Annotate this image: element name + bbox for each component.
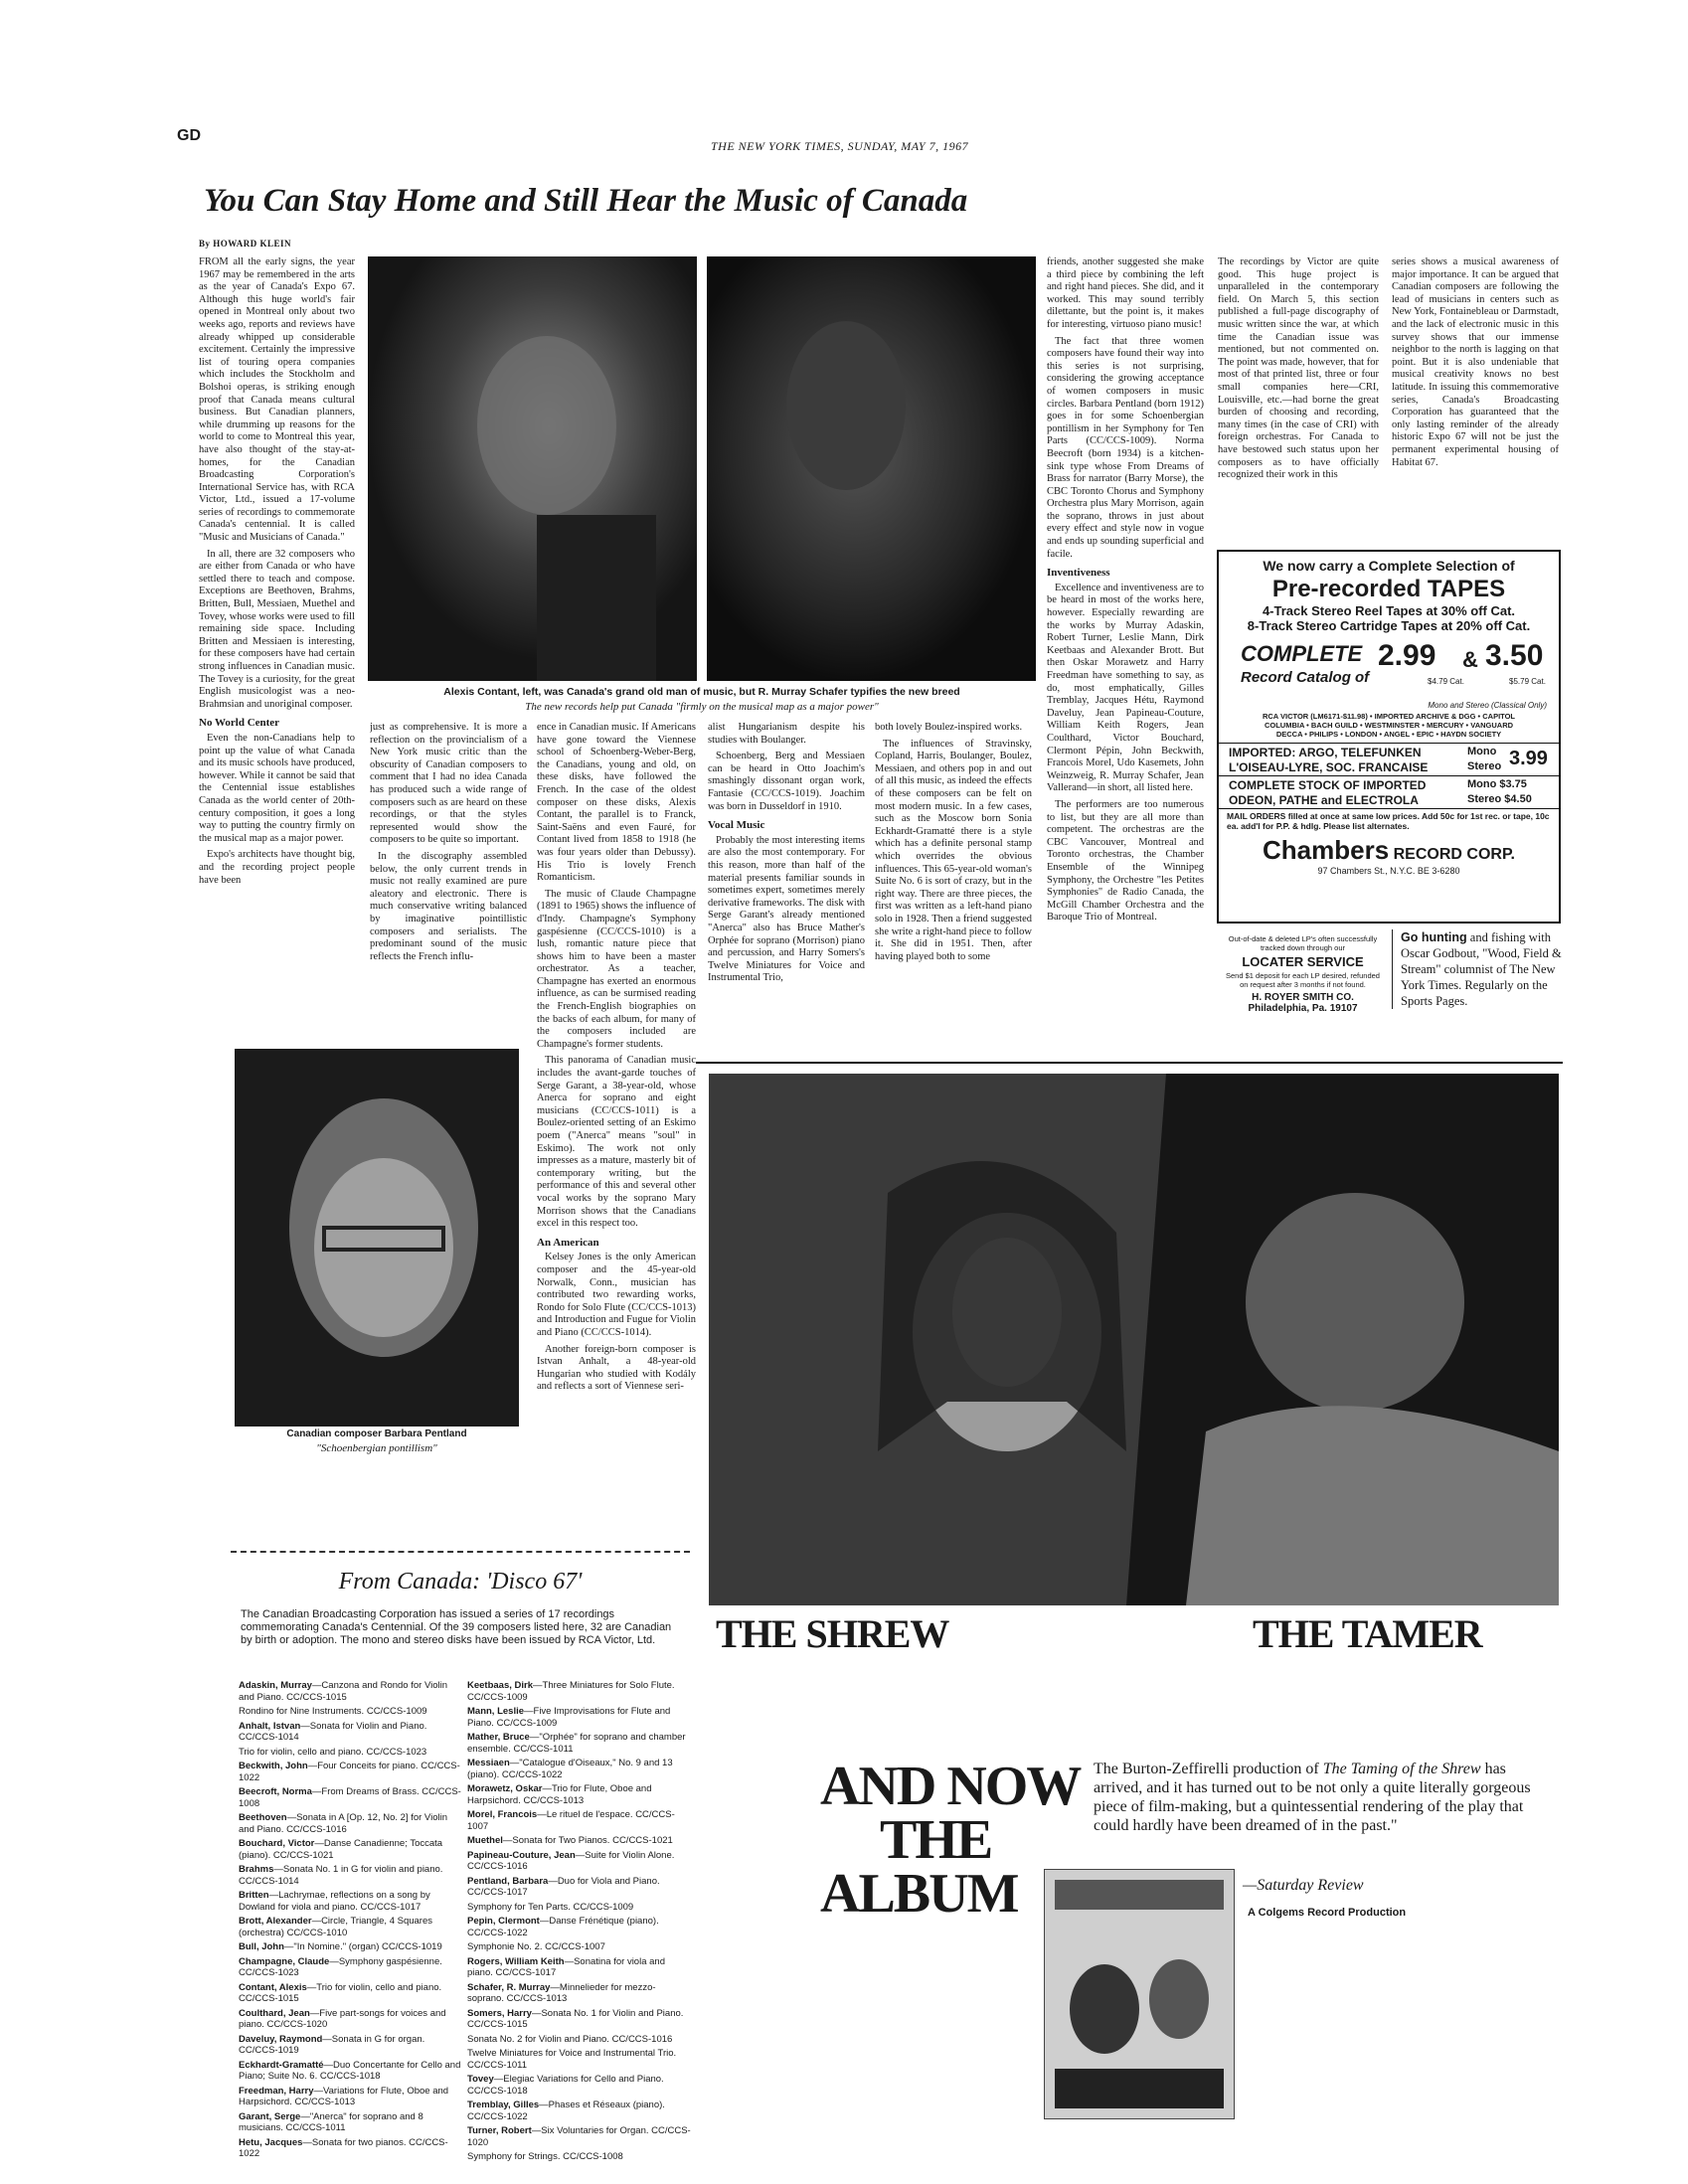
album-word: ALBUM	[820, 1863, 1018, 1925]
disco-entry: Beckwith, John—Four Conceits for piano. CC/CCS-1022	[239, 1761, 460, 1783]
disco-entry: Mann, Leslie—Five Improvisations for Flute and Piano. CC/CCS-1009	[467, 1706, 671, 1729]
work-title: Duo Concertante for Cello and Piano; Suite No. 6. CC/CCS-1018	[239, 2059, 461, 2082]
composer-name: Tovey	[467, 2074, 494, 2085]
price-2: 3.50	[1485, 639, 1544, 672]
portrait-right-image	[707, 256, 1036, 681]
portrait-pentland-image	[235, 1049, 519, 1427]
disco-entry: Papineau-Couture, Jean—Suite for Violin Alone. CC/CCS-1016	[467, 1849, 675, 1872]
section-mark: GD	[177, 127, 201, 144]
composer-name: Beecroft, Norma	[239, 1786, 312, 1797]
disco-entry: Pentland, Barbara—Duo for Viola and Piano. CC/CCS-1017	[467, 1875, 660, 1898]
paragraph: Kelsey Jones is the only American composer and the 45-year-old Norwalk, Conn., musician has contributed two rewarding works, Rondo for Solo Flute (CC/CCS-1013) and Introduction and Fugue for Violin and Piano (CC/CCS-1014).	[537, 1252, 696, 1338]
photo-barbara-pentland	[235, 1049, 519, 1427]
disco-entry: Beecroft, Norma—From Dreams of Brass. CC/CCS-1008	[239, 1786, 461, 1809]
disco-entry: Bouchard, Victor—Danse Canadienne; Toccata (piano). CC/CCS-1021	[239, 1838, 443, 1861]
article-column-5	[875, 722, 1032, 1050]
locater-company: H. ROYER SMITH CO.	[1252, 992, 1354, 1003]
portrait-left-image	[368, 256, 697, 681]
paragraph: ence in Canadian music. If Americans have gone toward the Viennese school of Schoenberg-Weber-Berg, the Canadians, young and old, on these disks, have followed the French. In the case of the oldest composer on these disks, Alexis Contant, the parallel is to Franck, Saint-Saëns and even Fauré, for Contant lived from 1858 to 1918 (he was four years older than Debussy). His Trio is lovely French Romanticism.	[537, 722, 696, 884]
disco-list-left	[239, 1680, 462, 2177]
work-title: Five Improvisations for Flute and Piano. CC/CCS-1009	[467, 1706, 671, 1729]
work-title: "In Nomine." (organ) CC/CCS-1019	[293, 1941, 442, 1952]
disco-entry: Tovey—Elegiac Variations for Cello and Piano. CC/CCS-1018	[467, 2074, 664, 2097]
paragraph: just as comprehensive. It is more a reflection on the provincialism of a New York music critic than the obscurity of Canadian composers to comment that I had no idea Canada has produced such a wide range of composers such as are heard on these recordings, or that the styles represented would show the composers to be quite so important.	[370, 722, 527, 846]
subhead: Inventiveness	[1047, 567, 1110, 580]
work-title: Minnelieder for mezzo-soprano. CC/CCS-1013	[467, 1981, 656, 2004]
disco-entry: Somers, Harry—Sonata No. 1 for Violin and Piano. CC/CCS-1015	[467, 2007, 684, 2030]
complete-label: COMPLETE	[1241, 641, 1363, 666]
review-source: —Saturday Review	[1243, 1877, 1364, 1894]
disco-intro: The Canadian Broadcasting Corporation has issued a series of 17 recordings commemorating Canada's Centennial. Of the 39 composers listed here, 32 are Canadian by birth or adoption. The mono and stereo disks have been issued by RCA Victor, Ltd.	[241, 1608, 672, 1646]
paragraph: both lovely Boulez-inspired works.	[875, 722, 1023, 733]
locater-text: Out-of-date & deleted LP's often successfully tracked down through our	[1228, 934, 1378, 952]
work-title: Three Miniatures for Solo Flute. CC/CCS-1009	[467, 1680, 675, 1703]
paragraph: FROM all the early signs, the year 1967 may be remembered in the arts as the year of Canada's Expo 67. Although this huge world's fair opened in Montreal only about two weeks ago, reports and reviews have already whipped up considerable excitement. Certainly the impressive list of touring opera companies which includes the Stockholm and Bolshoi operas, is striking enough proof that Canada means cultural business. But Canadian planners, while drumming up reasons for the world to come to Montreal this year, have also thought of the stay-at-homes, for the Canadian Broadcasting Corporation's International Service has, with RCA Victor, Ltd., issued a 17-volume series of recordings to commemorate Canada's centennial. It is called "Music and Musicians of Canada."	[199, 256, 355, 544]
work-title: Rondino for Nine Instruments. CC/CCS-1009	[239, 1706, 427, 1717]
work-title: Danse Frénétique (piano). CC/CCS-1022	[467, 1916, 659, 1938]
work-title: Variations for Flute, Oboe and Harpsichord. CC/CCS-1013	[239, 2085, 449, 2107]
subhead: Vocal Music	[708, 819, 765, 832]
ad-line: 8-Track Stereo Cartridge Tapes at 20% off Cat.	[1247, 618, 1531, 633]
composer-name: Messiaen	[467, 1758, 510, 1768]
photo-caption-sub: The new records help put Canada "firmly on the musical map as a major power"	[525, 701, 879, 713]
composer-name: Muethel	[467, 1835, 503, 1846]
work-title: Sonata No. 1 in G for violin and piano. CC/CCS-1014	[239, 1864, 443, 1887]
labels-line: RCA VICTOR (LM6171-$11.98) • IMPORTED ARCHIVE & DGG • CAPITOL	[1262, 712, 1516, 721]
record-credit: A Colgems Record Production	[1248, 1907, 1407, 1919]
composer-name: Anhalt, Istvan	[239, 1720, 301, 1732]
disco-entry: Bull, John—"In Nomine." (organ) CC/CCS-1019	[239, 1941, 442, 1952]
composer-name: Morawetz, Oskar	[467, 1783, 543, 1794]
composer-name: Hetu, Jacques	[239, 2136, 303, 2148]
disco-entry: Freedman, Harry—Variations for Flute, Oboe and Harpsichord. CC/CCS-1013	[239, 2085, 449, 2107]
composer-name: Brott, Alexander	[239, 1916, 312, 1927]
composer-name: Beethoven	[239, 1812, 287, 1823]
store-brand: Chambers	[1263, 835, 1390, 865]
work-title: Symphony for Ten Parts. CC/CCS-1009	[467, 1901, 634, 1913]
paragraph: In the discography assembled below, the only current trends in music not really examined are pure aleatory and electronic. There is much conservative writing balanced by imaginative pointillistic composers and serialists. The predominant sound of the music reflects the French influ-	[370, 850, 527, 962]
composer-name: Tremblay, Gilles	[467, 2100, 540, 2110]
paragraph: friends, another suggested she make a third piece by combining the left and right hand pieces. She did, and it worked. This may sound terribly dilettante, but the point is, it makes for interesting, virtuoso piano music!	[1047, 256, 1204, 330]
photo-caption: Alexis Contant, left, was Canada's grand old man of music, but R. Murray Schafer typifies the new breed	[443, 686, 960, 698]
disco-entry: Beethoven—Sonata in A [Op. 12, No. 2] for Violin and Piano. CC/CCS-1016	[239, 1812, 447, 1835]
work-title: Trio for Flute, Oboe and Harpsichord. CC/CCS-1013	[467, 1783, 652, 1806]
work-title: Five part-songs for voices and piano. CC/CCS-1020	[239, 2007, 446, 2030]
photo-alexis-contant	[368, 256, 697, 681]
work-title: Lachrymae, reflections on a song by Dowland for viola and piano. CC/CCS-1017	[239, 1890, 430, 1913]
work-title: Symphony for Strings. CC/CCS-1008	[467, 2151, 623, 2162]
work-title: Circle, Triangle, 4 Squares (orchestra) CC/CCS-1010	[239, 1916, 433, 1938]
composer-name: Pentland, Barbara	[467, 1875, 549, 1887]
disco-entry: Messiaen—"Catalogue d'Oiseaux," No. 9 and 13 (piano). CC/CCS-1022	[467, 1758, 673, 1780]
shrew-title: THE SHREW	[716, 1611, 949, 1656]
stock-line: COMPLETE STOCK OF IMPORTED	[1229, 778, 1427, 792]
work-title: "Orphée" for soprano and chamber ensemble. CC/CCS-1011	[467, 1732, 686, 1755]
disco-entry	[467, 2151, 691, 2163]
article-column-8	[1392, 256, 1559, 545]
paragraph: Excellence and inventiveness are to be heard in most of the works here, however. Especially rewarding are the works by Murray Adaskin, Robert Turner, Leslie Mann, Dirk Keetbaas and Alexander Brott. But then Oskar Morawetz and Harry Freedman have something to say, as do, most emphatically, Gilles Tremblay, Jacques Hétu, Raymond Daveluy, Jean Papineau-Couture, William Keith Rogers, Jean Coulthard, Victor Bouchard, Clermont Pépin, John Beckwith, Francois Morel, Udo Kasemets, John Weinzweig, R. Murray Schafer, Jean Vallerand—in short, all listed here.	[1047, 582, 1204, 794]
tamer-title: THE TAMER	[1253, 1611, 1482, 1656]
paragraph: The music of Claude Champagne (1891 to 1965) shows the influence of d'Indy. Champagne's Symphony gaspésienne (CC/CCS-1010) is a lush, romantic nature piece that shows him to have been a master orchestrator. As a teacher, Champagne has exerted an enormous influence, as can be surmised reading the French-English biographies on the backs of each album, for many of the composers included are Champagne's former students.	[537, 888, 696, 1050]
disco-entry: Muethel—Sonata for Two Pianos. CC/CCS-1021	[467, 1835, 673, 1846]
divider-rule	[231, 1551, 690, 1556]
composer-name: Freedman, Harry	[239, 2085, 314, 2097]
article-column-4	[708, 722, 865, 1050]
work-title: Elegiac Variations for Cello and Piano. CC/CCS-1018	[467, 2074, 664, 2097]
work-title: Sonata in A [Op. 12, No. 2] for Violin and Piano. CC/CCS-1016	[239, 1812, 447, 1835]
composer-name: Daveluy, Raymond	[239, 2033, 323, 2045]
work-title: "Anerca" for soprano and 8 musicians. CC/CCS-1011	[239, 2110, 423, 2133]
disco-entry	[239, 1747, 462, 1759]
imported-price: 3.99	[1509, 748, 1548, 769]
composer-name: Papineau-Couture, Jean	[467, 1849, 576, 1861]
imported-line: L'OISEAU-LYRE, SOC. FRANCAISE	[1229, 760, 1429, 774]
headline: You Can Stay Home and Still Hear the Music of Canada	[204, 183, 968, 219]
composer-name: Bull, John	[239, 1941, 284, 1952]
imported-block	[1219, 743, 1559, 775]
composer-name: Brahms	[239, 1864, 274, 1875]
disco-entry: Champagne, Claude—Symphony gaspésienne. CC/CCS-1023	[239, 1955, 442, 1978]
disco-list-right	[467, 1680, 691, 2177]
composer-name: Garant, Serge	[239, 2110, 301, 2122]
work-title: Sonatina for viola and piano. CC/CCS-1017	[467, 1955, 665, 1978]
the-word: THE	[880, 1809, 992, 1871]
quote-title: The Taming of the Shrew	[1322, 1761, 1481, 1777]
disco-entry: Tremblay, Gilles—Phases et Réseaux (piano). CC/CCS-1022	[467, 2100, 665, 2122]
album-cover	[1044, 1869, 1235, 2119]
mono-stereo: Mono and Stereo (Classical Only)	[1428, 701, 1547, 710]
paragraph: The influences of Stravinsky, Copland, Harris, Boulanger, Boulez, Messiaen, and others pop in and out of all this music, as indeed the effects of these composers can be felt on most modern music. In a few cases, such as the Moscow born Sonia Eckhardt-Gramatté there is a style which has a definite personal stamp which overrides the obvious influences. This 65-year-old woman's Suite No. 6 is sort of crazy, but in the right way. There are three pieces, the first was written as a left-hand piano solo in 1928. Then a friend suggested she write a right-hand piece to follow it. She did in 1951. Then, after having played both to some	[875, 738, 1032, 962]
work-title: Trio for violin, cello and piano. CC/CCS-1015	[239, 1981, 442, 2004]
store-address: 97 Chambers St., N.Y.C. BE 3-6280	[1317, 866, 1460, 876]
shrew-photo	[709, 1074, 1559, 1605]
disco-entry	[467, 1902, 691, 1914]
paragraph: The recordings by Victor are quite good. This huge project is unparalleled in the contemporary field. On March 5, this section published a full-page discography of music written since the war, at which time the Canadian issue was mentioned, but not commented on. The point was made, however, that for most of that printed list, three or four small companies here—CRI, Louisville, etc.—had borne the great burden of choosing and recording, many times (in the case of CRI) with foreign orchestras. For Canada to have bestowed such status upon her composers as to have officially recognized their work in this	[1218, 256, 1379, 481]
paragraph: Another foreign-born composer is Istvan Anhalt, a 48-year-old Hungarian who studied with Kodály and reflects a sort of Viennese seri-	[537, 1343, 696, 1393]
work-title: Danse Canadienne; Toccata (piano). CC/CCS-1021	[239, 1838, 443, 1861]
work-title: Sonata for Violin and Piano. CC/CCS-1014	[239, 1720, 427, 1743]
work-title: Le rituel de l'espace. CC/CCS-1007	[467, 1809, 675, 1832]
work-title: Suite for Violin Alone. CC/CCS-1016	[467, 1849, 675, 1872]
paragraph: Expo's architects have thought big, and the recording project people have been	[199, 849, 355, 886]
disco-entry: Pepin, Clermont—Danse Frénétique (piano). CC/CCS-1022	[467, 1916, 659, 1938]
paragraph: Schoenberg, Berg and Messiaen can be heard in Otto Joachim's smashingly dissonant organ work, Fantasie (CC/CCS-1019). Joachim was born in Dusseldorf in 1910.	[708, 751, 865, 812]
stock-price: Mono $3.75	[1467, 778, 1527, 790]
composer-name: Morel, Francois	[467, 1809, 538, 1820]
stock-block	[1219, 775, 1559, 808]
paragraph: The fact that three women composers have found their way into this series is not surprising, considering the growing acceptance of women composers in music circles. Barbara Pentland (born 1912) goes in for some Schoenbergian pontillism in her Symphony for Ten Parts (CC/CCS-1009). Norma Beecroft (born 1934) is a kitchen-sink type whose From Dreams of Brass for narrator (Barry Morse), the CBC Toronto Chorus and Symphony Orchestra plus Mary Morrison, again the soprano, throws in just about every effect and style now in vogue and ends up sounding superficial and facile.	[1047, 335, 1204, 560]
disco-entry: Britten—Lachrymae, reflections on a song by Dowland for viola and piano. CC/CCS-1017	[239, 1890, 430, 1913]
work-title: Canzona and Rondo for Violin and Piano. CC/CCS-1015	[239, 1680, 448, 1703]
composer-name: Turner, Robert	[467, 2125, 532, 2136]
catalog-price-block	[1219, 639, 1559, 701]
disco-entry	[467, 2034, 691, 2046]
work-title: Sonata for two pianos. CC/CCS-1022	[239, 2136, 448, 2159]
work-title: Symphonie No. 2. CC/CCS-1007	[467, 1941, 605, 1952]
hunting-bold: Go hunting	[1401, 930, 1467, 944]
divider	[696, 1062, 1563, 1064]
disco-entry: Keetbaas, Dirk—Three Miniatures for Solo Flute. CC/CCS-1009	[467, 1680, 675, 1703]
masthead: THE NEW YORK TIMES, SUNDAY, MAY 7, 1967	[711, 139, 969, 153]
price-2-cat: $5.79 Cat.	[1509, 677, 1546, 686]
tapes-ad	[1217, 550, 1561, 924]
record-catalog-label: Record Catalog of	[1241, 669, 1370, 686]
mail-orders: MAIL ORDERS filled at once at same low prices. Add 50c for 1st rec. or tape, 10c ea. add'l for P.P. & hdlg. Please list alternates.	[1219, 808, 1559, 833]
ad-line: 4-Track Stereo Reel Tapes at 30% off Cat.	[1262, 603, 1516, 618]
paragraph: Even the non-Canadians help to point up the value of what Canada and its music schools have produced, however. While it cannot be said that the Centennial issue establishes Canada as the world center of 20th-century composition, it goes a long way to putting the country firmly on the musical map as a major power.	[199, 732, 355, 844]
disco-entry: Morel, Francois—Le rituel de l'espace. CC/CCS-1007	[467, 1809, 675, 1832]
labels-line: COLUMBIA • BACH GUILD • WESTMINSTER • MERCURY • VANGUARD	[1264, 721, 1514, 730]
locater-city: Philadelphia, Pa. 19107	[1248, 1003, 1358, 1014]
disco-entry: Coulthard, Jean—Five part-songs for voices and piano. CC/CCS-1020	[239, 2007, 446, 2030]
stock-price: Stereo $4.50	[1467, 793, 1532, 805]
hunting-ad	[1392, 929, 1570, 1009]
composer-name: Rogers, William Keith	[467, 1955, 565, 1967]
photo-murray-schafer	[707, 256, 1036, 681]
pentland-caption: Canadian composer Barbara Pentland	[286, 1428, 467, 1439]
stock-line: ODEON, PATHE and ELECTROLA	[1229, 793, 1419, 807]
price-1-cat: $4.79 Cat.	[1428, 677, 1464, 686]
article-column-1	[199, 256, 355, 1000]
imported-line: IMPORTED: ARGO, TELEFUNKEN	[1229, 746, 1422, 759]
imported-mono: Mono	[1467, 746, 1497, 757]
disco-entry: Turner, Robert—Six Voluntaries for Organ. CC/CCS-1020	[467, 2125, 691, 2148]
disco-entry: Anhalt, Istvan—Sonata for Violin and Piano. CC/CCS-1014	[239, 1720, 427, 1743]
work-title: "Catalogue d'Oiseaux," No. 9 and 13 (piano). CC/CCS-1022	[467, 1758, 673, 1780]
work-title: Sonata No. 2 for Violin and Piano. CC/CCS-1016	[467, 2033, 673, 2045]
composer-name: Bouchard, Victor	[239, 1838, 315, 1849]
composer-name: Britten	[239, 1890, 269, 1901]
composer-name: Schafer, R. Murray	[467, 1981, 551, 1993]
paragraph: The performers are too numerous to list, but they are all more than competent. The orchestras are the CBC Vancouver, Montreal and Toronto orchestras, the Chamber Ensemble of the Winnipeg Symphony, the Orchestre "les Petites Symphonies" de Radio Canada, the McGill Chamber Orchestra and the Baroque Trio of Montreal.	[1047, 798, 1204, 924]
quote-post: has arrived, and it has turned out to be not only a quite literally gorgeous piece of film-making, but a quintessential rendering of the play that could hardly have been dreamed of in the past."	[1094, 1761, 1531, 1834]
paragraph: Probably the most interesting items are also the most contemporary. For this reason, more than half of the material presents familiar sounds in sometimes expert, sometimes merely derivative frameworks. The disk with Serge Garant's already mentioned "Anerca" also has Bruce Mather's Orphée for soprano (Morrison) piano and percussion, and Harry Somers's Twelve Miniatures for Voice and Instrumental Trio,	[708, 834, 865, 984]
composer-name: Beckwith, John	[239, 1761, 308, 1771]
locater-text: Send $1 deposit for each LP desired, refunded on request after 3 months if not found.	[1226, 971, 1380, 989]
disco-entry: Garant, Serge—"Anerca" for soprano and 8 musicians. CC/CCS-1011	[239, 2110, 423, 2133]
disco-entry	[467, 1941, 691, 1953]
composer-name: Somers, Harry	[467, 2007, 532, 2019]
composer-name: Mann, Leslie	[467, 1706, 525, 1717]
article-column-2	[370, 722, 527, 1042]
composer-name: Keetbaas, Dirk	[467, 1680, 534, 1691]
paragraph: In all, there are 32 composers who are either from Canada or who have settled there to teach and compose. Exceptions are Beethoven, Brahms, Britten, Bull, Messiaen, Muethel and Tovey, whose works were used to fill remaining side space. Including Britten and Messiaen is interesting, for these composers have had certain strong influences in Canadian music. The Tovey is a curiosity, for the great English musicologist was a neo-Brahmsian and unoriginal composer.	[199, 548, 355, 710]
ad-line: We now carry a Complete Selection of	[1263, 558, 1515, 574]
album-cover-image	[1045, 1870, 1234, 2118]
disco-entry: Adaskin, Murray—Canzona and Rondo for Violin and Piano. CC/CCS-1015	[239, 1680, 448, 1703]
composer-name: Champagne, Claude	[239, 1955, 330, 1967]
shrew-image	[709, 1074, 1559, 1605]
quote-pre: The Burton-Zeffirelli production of	[1094, 1761, 1323, 1777]
work-title: Six Voluntaries for Organ. CC/CCS-1020	[467, 2125, 691, 2148]
disco-entry: Schafer, R. Murray—Minnelieder for mezzo-soprano. CC/CCS-1013	[467, 1981, 656, 2004]
disco-entry: Rogers, William Keith—Sonatina for viola and piano. CC/CCS-1017	[467, 1955, 665, 1978]
disco-entry	[239, 1706, 462, 1718]
locater-ad	[1221, 934, 1385, 1014]
work-title: Twelve Miniatures for Voice and Instrumental Trio. CC/CCS-1011	[467, 2048, 677, 2071]
hunting-text: and fishing with Oscar Godbout, "Wood, Field & Stream" columnist of The New York Times. Regularly on the Sports Pages.	[1401, 930, 1562, 1008]
byline: By HOWARD KLEIN	[199, 239, 292, 249]
work-title: Four Conceits for piano. CC/CCS-1022	[239, 1761, 460, 1783]
composer-name: Coulthard, Jean	[239, 2007, 310, 2019]
paragraph: This panorama of Canadian music includes the avant-garde touches of Serge Garant, a 38-year-old, whose Anerca for soprano and eight musicians (CC/CCS-1011) is a Boulez-oriented setting of an Eskimo poem ("Anerca" means "soul" in Eskimo). The work not only impresses as a mature, masterly bit of contemporary writing, but the performance of this and several other vocal works by the soprano Mary Morrison shows that the Canadians excel in this respect too.	[537, 1055, 696, 1230]
disco-entry: Daveluy, Raymond—Sonata in G for organ. CC/CCS-1019	[239, 2033, 425, 2056]
disco-title: From Canada: 'Disco 67'	[338, 1569, 583, 1595]
disco-entry: Eckhardt-Gramatté—Duo Concertante for Cello and Piano; Suite No. 6. CC/CCS-1018	[239, 2059, 461, 2082]
disco-entry: Contant, Alexis—Trio for violin, cello and piano. CC/CCS-1015	[239, 1981, 442, 2004]
and-now: AND NOW	[820, 1756, 1081, 1817]
subhead: No World Center	[199, 717, 280, 730]
locater-title: LOCATER SERVICE	[1242, 954, 1364, 969]
disco-entry: Morawetz, Oskar—Trio for Flute, Oboe and Harpsichord. CC/CCS-1013	[467, 1783, 652, 1806]
composer-name: Contant, Alexis	[239, 1981, 307, 1993]
review-quote	[1094, 1760, 1551, 1835]
work-title: Sonata No. 1 for Violin and Piano. CC/CCS-1015	[467, 2007, 684, 2030]
paragraph: alist Hungarianism despite his studies with Boulanger.	[708, 722, 865, 746]
work-title: Sonata in G for organ. CC/CCS-1019	[239, 2033, 425, 2056]
composer-name: Pepin, Clermont	[467, 1916, 540, 1927]
disco-entry: Hetu, Jacques—Sonata for two pianos. CC/CCS-1022	[239, 2136, 448, 2159]
store-suffix: RECORD CORP.	[1393, 846, 1515, 863]
article-column-3	[537, 722, 696, 1547]
composer-name: Eckhardt-Gramatté	[239, 2059, 324, 2071]
labels-line: DECCA • PHILIPS • LONDON • ANGEL • EPIC • HAYDN SOCIETY	[1275, 730, 1502, 739]
disco-entry: Brott, Alexander—Circle, Triangle, 4 Squares (orchestra) CC/CCS-1010	[239, 1916, 433, 1938]
work-title: Duo for Viola and Piano. CC/CCS-1017	[467, 1875, 660, 1898]
disco-entry: Brahms—Sonata No. 1 in G for violin and piano. CC/CCS-1014	[239, 1864, 443, 1887]
pentland-caption-sub: "Schoenbergian pontillism"	[316, 1442, 437, 1454]
article-column-6	[1047, 256, 1204, 1072]
imported-stereo: Stereo	[1467, 760, 1502, 772]
work-title: Trio for violin, cello and piano. CC/CCS-1023	[239, 1746, 427, 1758]
work-title: Phases et Réseaux (piano). CC/CCS-1022	[467, 2100, 665, 2122]
work-title: Sonata for Two Pianos. CC/CCS-1021	[512, 1835, 673, 1846]
composer-name: Mather, Bruce	[467, 1732, 530, 1743]
composer-name: Adaskin, Murray	[239, 1680, 312, 1691]
paragraph: series shows a musical awareness of major importance. It can be argued that Canadian composers are following the lead of musicians in centers such as New York, Fontainebleau or Darmstadt, and the lack of electronic music in this survey shows that our immense neighbor to the north is lagging on that point. But it is also undeniable that musical creativity knows no best latitude. In issuing this commemorative series, Canada's Broadcasting Corporation has guaranteed that the only lasting reminder of the already historic Expo 67 will not be just the permanent experimental housing of Habitat 67.	[1392, 256, 1559, 468]
work-title: From Dreams of Brass. CC/CCS-1008	[239, 1786, 461, 1809]
disco-entry	[467, 2048, 691, 2071]
article-column-7	[1218, 256, 1379, 545]
work-title: Symphony gaspésienne. CC/CCS-1023	[239, 1955, 442, 1978]
amp: &	[1462, 647, 1478, 672]
subhead: An American	[537, 1236, 599, 1249]
price-1: 2.99	[1378, 639, 1436, 672]
ad-heading: Pre-recorded TAPES	[1271, 576, 1506, 602]
and-now-heading	[820, 1756, 1081, 1925]
disco-entry: Mather, Bruce—"Orphée" for soprano and chamber ensemble. CC/CCS-1011	[467, 1732, 686, 1755]
store-name	[1219, 835, 1559, 866]
